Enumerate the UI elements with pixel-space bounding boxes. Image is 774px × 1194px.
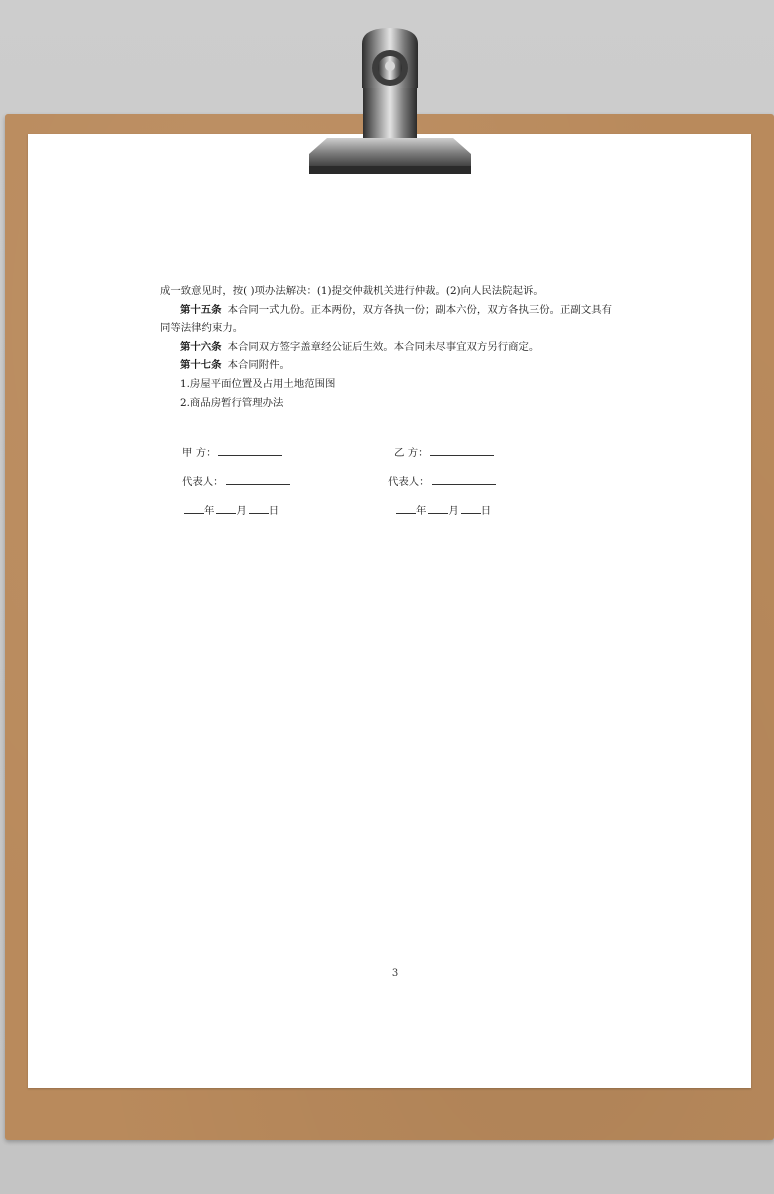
article-15 — [160, 301, 640, 320]
article-17-label: 第十七条 — [180, 359, 222, 372]
article-16-label: 第十六条 — [180, 340, 222, 353]
attachment-2: 2.商品房暂行管理办法 — [180, 396, 284, 409]
party-a-label: 甲 方： — [182, 447, 217, 459]
date-b-month: 月 — [448, 505, 459, 517]
date-a-month: 月 — [236, 505, 247, 517]
rep-b-label: 代表人： — [388, 476, 430, 488]
date-a-year: 年 — [204, 505, 215, 517]
party-b-line — [394, 444, 494, 459]
rep-a-label: 代表人： — [182, 476, 224, 488]
date-a-day: 日 — [268, 505, 280, 517]
rep-b-line — [388, 473, 496, 488]
date-a-line — [182, 502, 279, 517]
party-b-blank — [430, 445, 494, 456]
party-a-line — [182, 444, 282, 459]
article-17-text: 本合同附件。 — [227, 359, 290, 372]
rep-b-blank — [432, 474, 496, 485]
party-b-label: 乙 方： — [394, 447, 429, 459]
document-page — [28, 134, 751, 1088]
article-15-continuation: 同等法律约束力。 — [160, 322, 244, 335]
date-b-year: 年 — [416, 505, 427, 517]
contract-text — [160, 282, 640, 412]
paragraph-continuation: 成一致意见时，按( )项办法解决：(1)提交仲裁机关进行仲裁。(2)向人民法院起诉。 — [160, 285, 544, 297]
article-15-label: 第十五条 — [180, 303, 222, 316]
article-15-text: 本合同一式九份。正本两份，双方各执一份；副本六份，双方各执三份。正副文具有 — [227, 303, 613, 316]
attachment-1: 1.房屋平面位置及占用土地范围图 — [180, 377, 336, 390]
article-17 — [160, 356, 640, 375]
article-16 — [160, 338, 640, 357]
date-b-day: 日 — [480, 505, 492, 517]
party-a-blank — [218, 445, 282, 456]
page-number: 3 — [391, 968, 399, 979]
article-16-text: 本合同双方签字盖章经公证后生效。本合同未尽事宜双方另行商定。 — [227, 340, 540, 353]
rep-a-blank — [226, 474, 290, 485]
date-b-line — [394, 502, 491, 517]
binder-clip-icon — [307, 26, 473, 176]
rep-a-line — [182, 473, 290, 488]
